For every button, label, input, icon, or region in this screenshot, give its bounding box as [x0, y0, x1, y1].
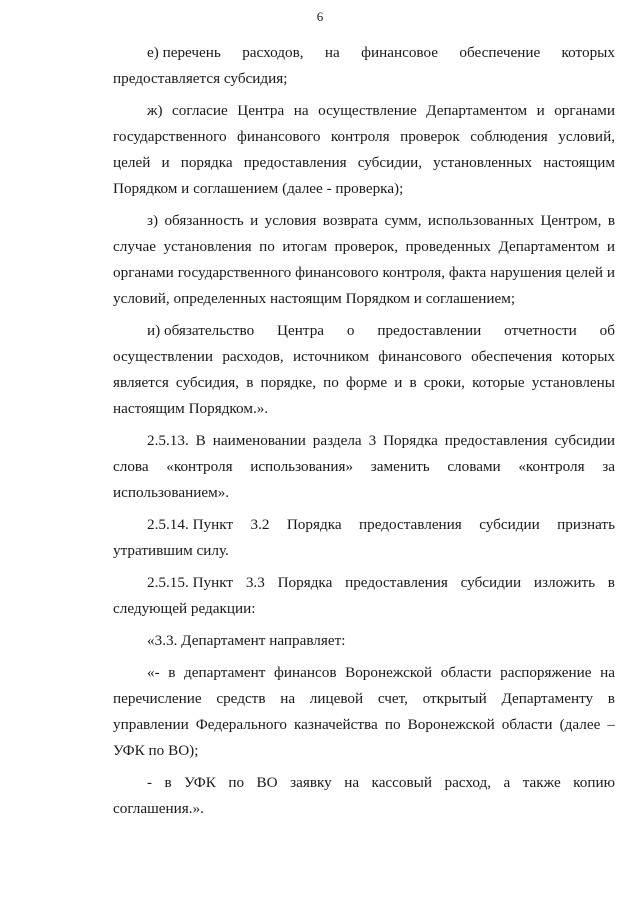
word: за [602, 458, 615, 475]
word: 2.5.15. Пункт [147, 574, 234, 591]
word: лицевой [309, 690, 364, 707]
word: ВО [256, 774, 278, 791]
word: словами [447, 458, 501, 475]
word: средств [216, 690, 266, 707]
word: - [147, 774, 153, 791]
text-line: 2.5.13. В наименовании раздела 3 Порядка предоставления субсидии [147, 432, 615, 449]
word: 3.2 [250, 516, 270, 533]
text-line: Порядком и соглашением (далее - проверка); [113, 180, 404, 197]
document-body [113, 40, 615, 828]
word: «контроля [518, 458, 585, 475]
word: которых [561, 44, 615, 61]
word: изложить [533, 574, 596, 591]
word: обеспечение [459, 44, 541, 61]
text-line: целей и порядка предоставления субсидии, установленных настоящим [113, 154, 615, 171]
word: перечисление [113, 690, 202, 707]
word: субсидии [460, 574, 522, 591]
text-line: случае установления по итогам проверок, проведенных Департаментом и [113, 238, 615, 255]
paragraph-dash2 [113, 770, 615, 822]
word: Порядка [286, 516, 342, 533]
word: предоставления [359, 516, 462, 533]
text-line [113, 770, 615, 796]
text-line: предоставляется субсидия; [113, 70, 288, 87]
page-number: 6 [316, 9, 324, 24]
word: расходов, [242, 44, 304, 61]
text-line: является субсидия, в порядке, по форме и в сроки, которые установлены [113, 374, 615, 391]
word: отчетности [504, 322, 577, 339]
word: на [324, 44, 340, 61]
word: расход, [444, 774, 492, 791]
word: копию [573, 774, 615, 791]
text-line: ж) согласие Центра на осуществление Департаментом и органами [147, 102, 615, 119]
text-line [113, 512, 615, 538]
word: кассовый [371, 774, 433, 791]
paragraph-i [113, 318, 615, 422]
text-line: условий, определенных настоящим Порядком и соглашением; [113, 290, 516, 307]
paragraph-p2_5_14 [113, 512, 615, 564]
word: в [607, 574, 615, 591]
text-line: з) обязанность и условия возврата сумм, использованных Центром, в [147, 212, 615, 229]
paragraph-z [113, 208, 615, 312]
text-line: управлении Федерального казначейства по Воронежской области (далее – [113, 716, 615, 733]
text-line: «- в департамент финансов Воронежской области распоряжение на [147, 664, 615, 681]
paragraph-p2_5_15 [113, 570, 615, 622]
word: счет, [377, 690, 408, 707]
text-line: настоящим Порядком.». [113, 400, 269, 417]
paragraph-e [113, 40, 615, 92]
word: в [164, 774, 172, 791]
paragraph-p2_5_13 [113, 428, 615, 506]
word: субсидии [479, 516, 540, 533]
word: и) обязательство [147, 322, 255, 339]
word: 2.5.14. Пункт [147, 516, 234, 533]
word: слова [113, 458, 149, 475]
word: Центра [277, 322, 325, 339]
word: предоставления [345, 574, 448, 591]
word: также [522, 774, 561, 791]
word: «контроля [166, 458, 233, 475]
text-line [113, 454, 615, 480]
word: на [280, 690, 296, 707]
paragraph-p3_3 [113, 628, 615, 654]
word: предоставлении [377, 322, 482, 339]
word: заменить [370, 458, 430, 475]
word: на [344, 774, 360, 791]
word: открытый [422, 690, 487, 707]
text-line [113, 318, 615, 344]
text-line: УФК по ВО); [113, 742, 199, 759]
word: УФК [184, 774, 216, 791]
text-line [113, 570, 615, 596]
text-line: следующей редакции: [113, 600, 256, 617]
text-line: «3.3. Департамент направляет: [147, 632, 346, 649]
word: об [599, 322, 615, 339]
text-line: государственного финансового контроля проверок соблюдения условий, [113, 128, 615, 145]
text-line [113, 40, 615, 66]
word: в [607, 690, 615, 707]
word: е) перечень [147, 44, 221, 61]
paragraph-dash1 [113, 660, 615, 764]
text-line: органами государственного финансового контроля, факта нарушения целей и [113, 264, 615, 281]
word: финансовое [361, 44, 438, 61]
word: о [346, 322, 355, 339]
text-line [113, 686, 615, 712]
paragraph-zh [113, 98, 615, 202]
word: 3.3 [245, 574, 265, 591]
word: Департаменту [501, 690, 594, 707]
text-line: использованием». [113, 484, 230, 501]
text-line: утратившим силу. [113, 542, 229, 559]
word: по [228, 774, 245, 791]
word: использования» [250, 458, 354, 475]
word: а [503, 774, 511, 791]
word: Порядка [277, 574, 333, 591]
text-line: осуществлении расходов, источником финансового обеспечения которых [113, 348, 615, 365]
word: признать [557, 516, 615, 533]
text-line: соглашения.». [113, 800, 204, 817]
word: заявку [290, 774, 332, 791]
